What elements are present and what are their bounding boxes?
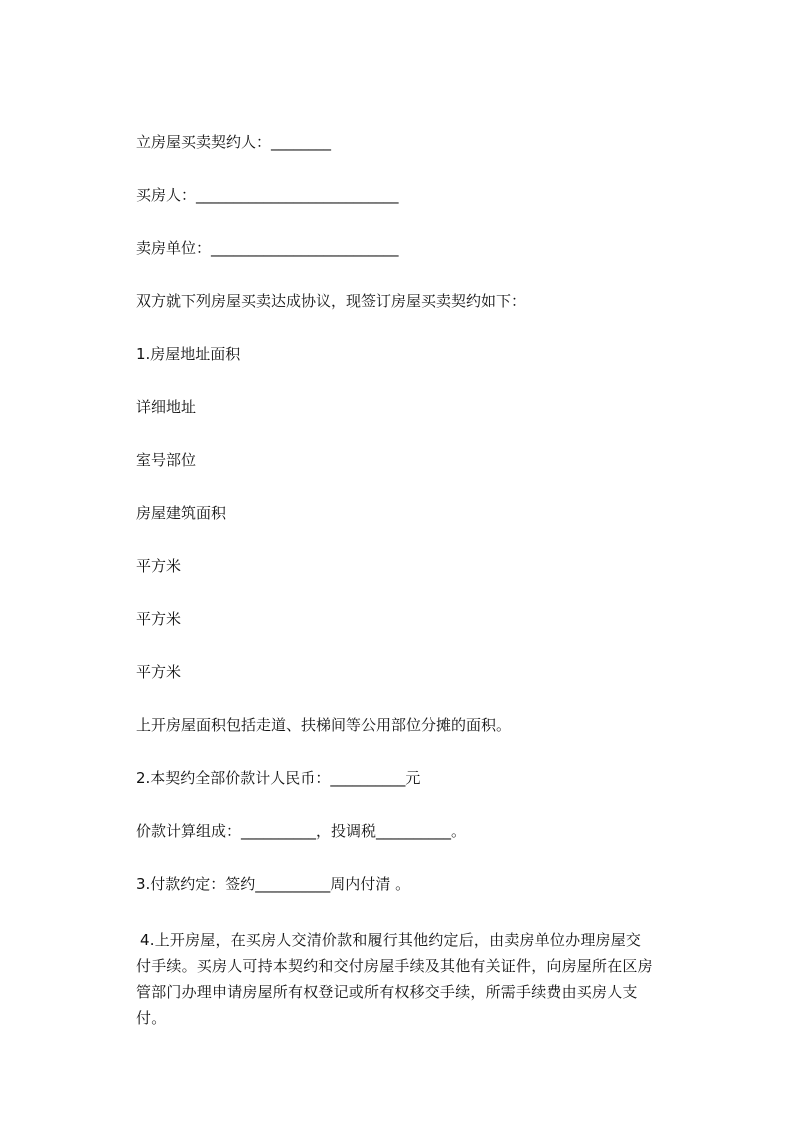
buyer-line: 买房人：___________________________ — [136, 186, 399, 204]
square-meters-1: 平方米 — [136, 557, 182, 575]
agreement-intro: 双方就下列房屋买卖达成协议，现签订房屋买卖契约如下： — [136, 292, 527, 310]
section-4-paragraph: 4.上开房屋，在买房人交清价款和履行其他约定后，由卖房单位办理房屋交付手续。买房人可持本契约和交付房屋手续及其他有关证件，向房屋所在区房管部门办理申请房屋所有权登记或所有权移交手续，所需手续费由买房人支付。 — [136, 931, 653, 1027]
section-2-price: 2.本契约全部价款计人民币：__________元 — [136, 769, 421, 787]
square-meters-2: 平方米 — [136, 610, 182, 628]
area-note: 上开房屋面积包括走道、扶梯间等公用部位分摊的面积。 — [136, 716, 512, 734]
contract-party-line: 立房屋买卖契约人：________ — [136, 133, 332, 151]
section-1-heading: 1.房屋地址面积 — [136, 345, 241, 363]
seller-unit-line: 卖房单位：_________________________ — [136, 239, 399, 257]
price-composition: 价款计算组成：__________，投调税__________。 — [136, 822, 467, 840]
section-3-payment: 3.付款约定：签约__________周内付清 。 — [136, 875, 411, 893]
square-meters-3: 平方米 — [136, 663, 182, 681]
building-area-label: 房屋建筑面积 — [136, 504, 227, 522]
detailed-address-label: 详细地址 — [136, 398, 197, 416]
room-location-label: 室号部位 — [136, 451, 197, 469]
